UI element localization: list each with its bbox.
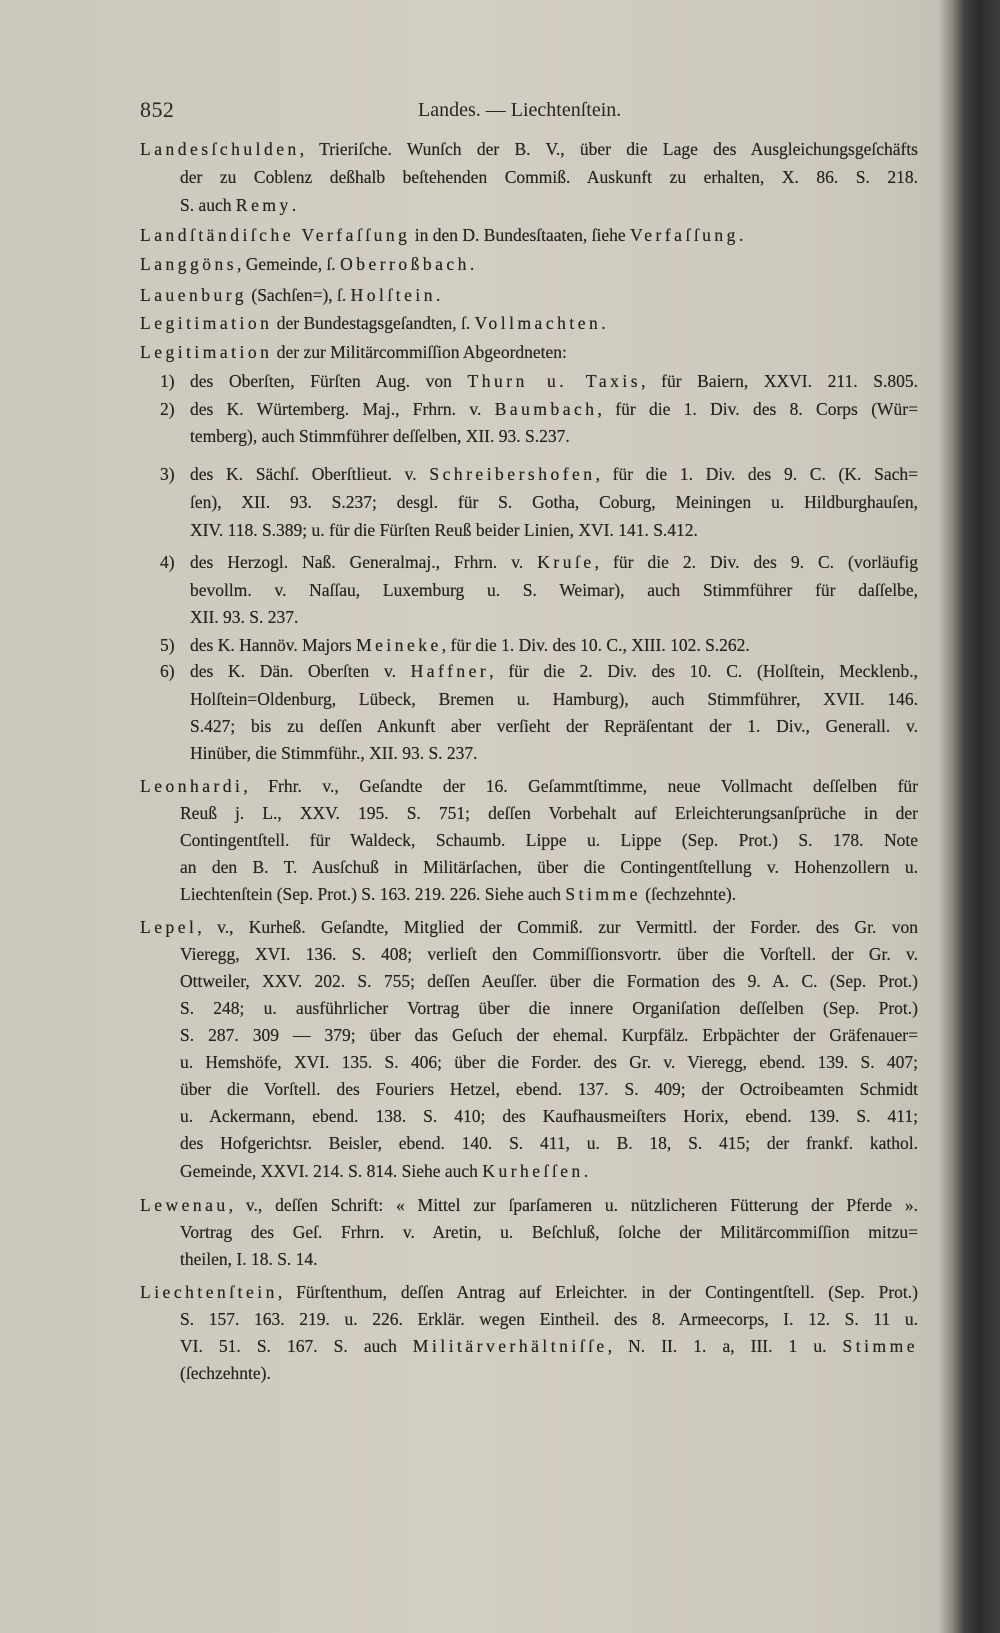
cross-reference: Oberroßbach (340, 254, 470, 274)
index-line (180, 1104, 918, 1128)
cross-reference: Meineke (356, 635, 442, 655)
line-text: u. Ackermann, ebend. 138. S. 410; des Kaufhausmeiſters Horix, ebend. 139. S. 411; (180, 1106, 918, 1126)
index-line (190, 397, 918, 421)
index-line (190, 490, 918, 514)
binding-shadow (938, 0, 1000, 1633)
index-line (190, 424, 918, 448)
page-number: 852 (140, 97, 175, 122)
index-line (190, 714, 918, 738)
running-head: Landes. — Liechtenſtein. (418, 99, 622, 121)
index-line (180, 1159, 918, 1183)
line-text: . (583, 1161, 589, 1181)
index-line (190, 633, 918, 657)
line-text: Vieregg, XVI. 136. S. 408; verlieſt den Commiſſionsvortr. über die Vorſtell. der Gr. v. (180, 944, 918, 964)
index-line (140, 340, 918, 364)
index-line (140, 915, 918, 939)
line-text: Contingentſtell. für Waldeck, Schaumb. Lippe u. Lippe (Sep. Prot.) S. 178. Note (180, 830, 918, 850)
index-line (180, 942, 918, 966)
headword: Lewenau (140, 1195, 229, 1215)
index-line (140, 252, 918, 276)
index-line (140, 223, 918, 247)
line-text: (Sachſen=), ſ. (247, 285, 351, 305)
line-text: Liechtenſtein (Sep. Prot.) S. 163. 219. 226. Siehe auch (180, 884, 566, 904)
cross-reference: Stimme (565, 884, 641, 904)
headword: Landſtändiſche Verfaſſung (140, 225, 411, 245)
cross-reference: Kruſe (537, 552, 595, 572)
line-text: , für die 1. Div. des 9. C. (K. Sach= (595, 464, 918, 484)
index-line (190, 687, 918, 711)
line-text: über die Vorſtell. des Fouriers Hetzel, ebend. 137. S. 409; der Octroibeamten Schmidt (180, 1079, 918, 1099)
index-line (140, 774, 918, 798)
line-text: Holſtein=Oldenburg, Lübeck, Bremen u. Hamburg), auch Stimmführer, XVII. 146. (190, 689, 918, 709)
index-line (190, 462, 918, 486)
line-text: S. 248; u. ausführlicher Vortrag über die innere Organiſation deſſelben (Sep. Prot.) (180, 998, 918, 1018)
cross-reference: Thurn u. Taxis (467, 371, 642, 391)
cross-reference: Holſtein (350, 285, 437, 305)
line-text: der zu Coblenz deßhalb beſtehenden Commiß. Auskunft zu erhalten, X. 86. S. 218. (180, 167, 918, 187)
headword: Landesſchulden (140, 139, 300, 159)
line-text: . (601, 313, 606, 333)
index-line (180, 801, 918, 825)
index-line (140, 1280, 918, 1304)
index-line (190, 550, 918, 574)
index-line (180, 855, 918, 879)
item-number: 6) (160, 661, 175, 681)
line-text: , Frhr. v., Geſandte der 16. Geſammtſtimme, neue Vollmacht deſſelben für (243, 776, 918, 796)
index-line (180, 1361, 918, 1385)
cross-reference: Haffner (410, 661, 490, 681)
index-line (180, 882, 918, 906)
index-line (190, 518, 918, 542)
line-text: der zur Militärcommiſſion Abgeordneten: (272, 342, 567, 362)
index-line (140, 283, 918, 307)
index-line (180, 1050, 918, 1074)
line-text: , Trieriſche. Wunſch der B. V., über die Lage des Ausgleichungsgeſchäfts (299, 139, 918, 159)
index-line (180, 1077, 918, 1101)
cross-reference: Vollmachten (474, 313, 602, 333)
cross-reference: Militärverhältniſſe (412, 1336, 608, 1356)
line-text: , für Baiern, XXVI. 211. S.805. (641, 371, 918, 391)
index-line (180, 996, 918, 1020)
index-line (140, 311, 918, 335)
line-text: des K. Hannöv. Majors (190, 635, 357, 655)
index-line (190, 659, 918, 683)
item-number: 2) (160, 399, 175, 419)
line-text: Ottweiler, XXV. 202. S. 755; deſſen Aeuſſer. über die Formation des 9. A. C. (Sep. Prot.) (180, 971, 918, 991)
index-line (190, 605, 918, 629)
line-text: der Bundestagsgeſandten, ſ. (272, 313, 475, 333)
line-text: , für die 1. Div. des 10. C., XIII. 102. S.262. (441, 635, 750, 655)
index-line (140, 1193, 918, 1217)
headword: Lepel (140, 917, 198, 937)
item-number: 4) (160, 552, 175, 572)
index-line (180, 1220, 918, 1244)
item-number: 3) (160, 464, 175, 484)
headword: Leonhardi (140, 776, 244, 796)
line-text: u. Hemshöfe, XVI. 135. S. 406; über die Forder. des Gr. v. Vieregg, ebend. 139. S. 407; (180, 1052, 918, 1072)
index-line (180, 1131, 918, 1155)
line-text: des Hofgerichtsr. Beisler, ebend. 140. S. 411, u. B. 18, S. 415; der frankf. kathol. (180, 1133, 918, 1153)
headword: Legitimation (140, 342, 273, 362)
index-line (180, 969, 918, 993)
cross-reference: Schreibershofen (429, 464, 596, 484)
index-line (180, 1247, 918, 1271)
line-text: Vortrag des Geſ. Frhrn. v. Aretin, u. Beſchluß, ſolche der Militärcommiſſion mitzu= (180, 1222, 918, 1242)
cross-reference: Stimme (842, 1336, 918, 1356)
line-text: , für die 2. Div. des 9. C. (vorläufig (594, 552, 919, 572)
line-text: , Fürſtenthum, deſſen Antrag auf Erleichter. in der Contingentſtell. (Sep. Prot.) (277, 1282, 918, 1302)
line-text: , Gemeinde, ſ. (237, 254, 341, 274)
cross-reference: Remy (235, 195, 292, 215)
line-text: (ſechzehnte). (180, 1363, 271, 1383)
index-line (180, 1307, 918, 1331)
line-text: XIV. 118. S.389; u. für die Fürſten Reuß beider Linien, XVI. 141. S.412. (190, 520, 698, 540)
line-text: . (738, 225, 744, 245)
line-text: des K. Sächſ. Oberſtlieut. v. (190, 464, 430, 484)
index-line (190, 578, 918, 602)
line-text: XII. 93. S. 237. (190, 607, 299, 627)
index-line (190, 741, 918, 765)
line-text: , für die 1. Div. des 8. Corps (Wür= (597, 399, 918, 419)
line-text: , N. II. 1. a, III. 1 u. (607, 1336, 843, 1356)
line-text: des Herzogl. Naß. Generalmaj., Frhrn. v. (190, 552, 538, 572)
cross-reference: Baumbach (494, 399, 598, 419)
line-text: ſen), XII. 93. S.237; desgl. für S. Gotha, Coburg, Meiningen u. Hildburghauſen, (190, 492, 918, 512)
line-text: Reuß j. L., XXV. 195. S. 751; deſſen Vorbehalt auf Erleichterungsanſprüche in der (180, 803, 918, 823)
line-text: des Oberſten, Fürſten Aug. von (190, 371, 468, 391)
line-text: temberg), auch Stimmführer deſſelben, XII. 93. S.237. (190, 426, 570, 446)
line-text: (ſechzehnte). (640, 884, 737, 904)
line-text: des K. Würtemberg. Maj., Frhrn. v. (190, 399, 495, 419)
headword: Legitimation (140, 313, 273, 333)
headword: Liechtenſtein (140, 1282, 278, 1302)
line-text: . (469, 254, 475, 274)
index-line (140, 137, 918, 161)
headword: Lauenburg (140, 285, 247, 305)
index-line (180, 828, 918, 852)
headword: Langgöns (140, 254, 238, 274)
cross-reference: Kurheſſen (482, 1161, 584, 1181)
line-text: an den B. T. Ausſchuß in Militärſachen, über die Contingentſtellung v. Hohenzollern u. (180, 857, 918, 877)
item-number: 1) (160, 371, 175, 391)
line-text: . (291, 195, 297, 215)
line-text: in den D. Bundesſtaaten, ſiehe (410, 225, 631, 245)
line-text: Hinüber, die Stimmführ., XII. 93. S. 237. (190, 743, 478, 763)
line-text: S. 157. 163. 219. u. 226. Erklär. wegen Eintheil. des 8. Armeecorps, I. 12. S. 11 u. (180, 1309, 918, 1329)
cross-reference: Verfaſſung (630, 225, 739, 245)
item-number: 5) (160, 635, 175, 655)
index-line (180, 1334, 918, 1358)
line-text: , v., Kurheß. Geſandte, Mitglied der Commiß. zur Vermittl. der Forder. des Gr. von (197, 917, 918, 937)
line-text: theilen, I. 18. S. 14. (180, 1249, 318, 1269)
line-text: S.427; bis zu deſſen Ankunft aber verſieht der Repräſentant der 1. Div., Generall. v. (190, 716, 918, 736)
line-text: , v., deſſen Schrift: « Mittel zur ſparſameren u. nützlicheren Fütterung der Pferde ». (228, 1195, 918, 1215)
line-text: . (436, 285, 441, 305)
line-text: bevollm. v. Naſſau, Luxemburg u. S. Weimar), auch Stimmführer für daſſelbe, (190, 580, 918, 600)
line-text: S. auch (180, 195, 236, 215)
line-text: des K. Dän. Oberſten v. (190, 661, 411, 681)
line-text: , für die 2. Div. des 10. C. (Holſtein, Mecklenb., (489, 661, 918, 681)
line-text: Gemeinde, XXVI. 214. S. 814. Siehe auch (180, 1161, 483, 1181)
index-line (190, 369, 918, 393)
line-text: VI. 51. S. 167. S. auch (180, 1336, 413, 1356)
index-line (180, 1023, 918, 1047)
index-line (180, 193, 918, 217)
index-line (180, 165, 918, 189)
line-text: S. 287. 309 — 379; über das Geſuch der ehemal. Kurpfälz. Erbpächter der Gräfenauer= (180, 1025, 918, 1045)
